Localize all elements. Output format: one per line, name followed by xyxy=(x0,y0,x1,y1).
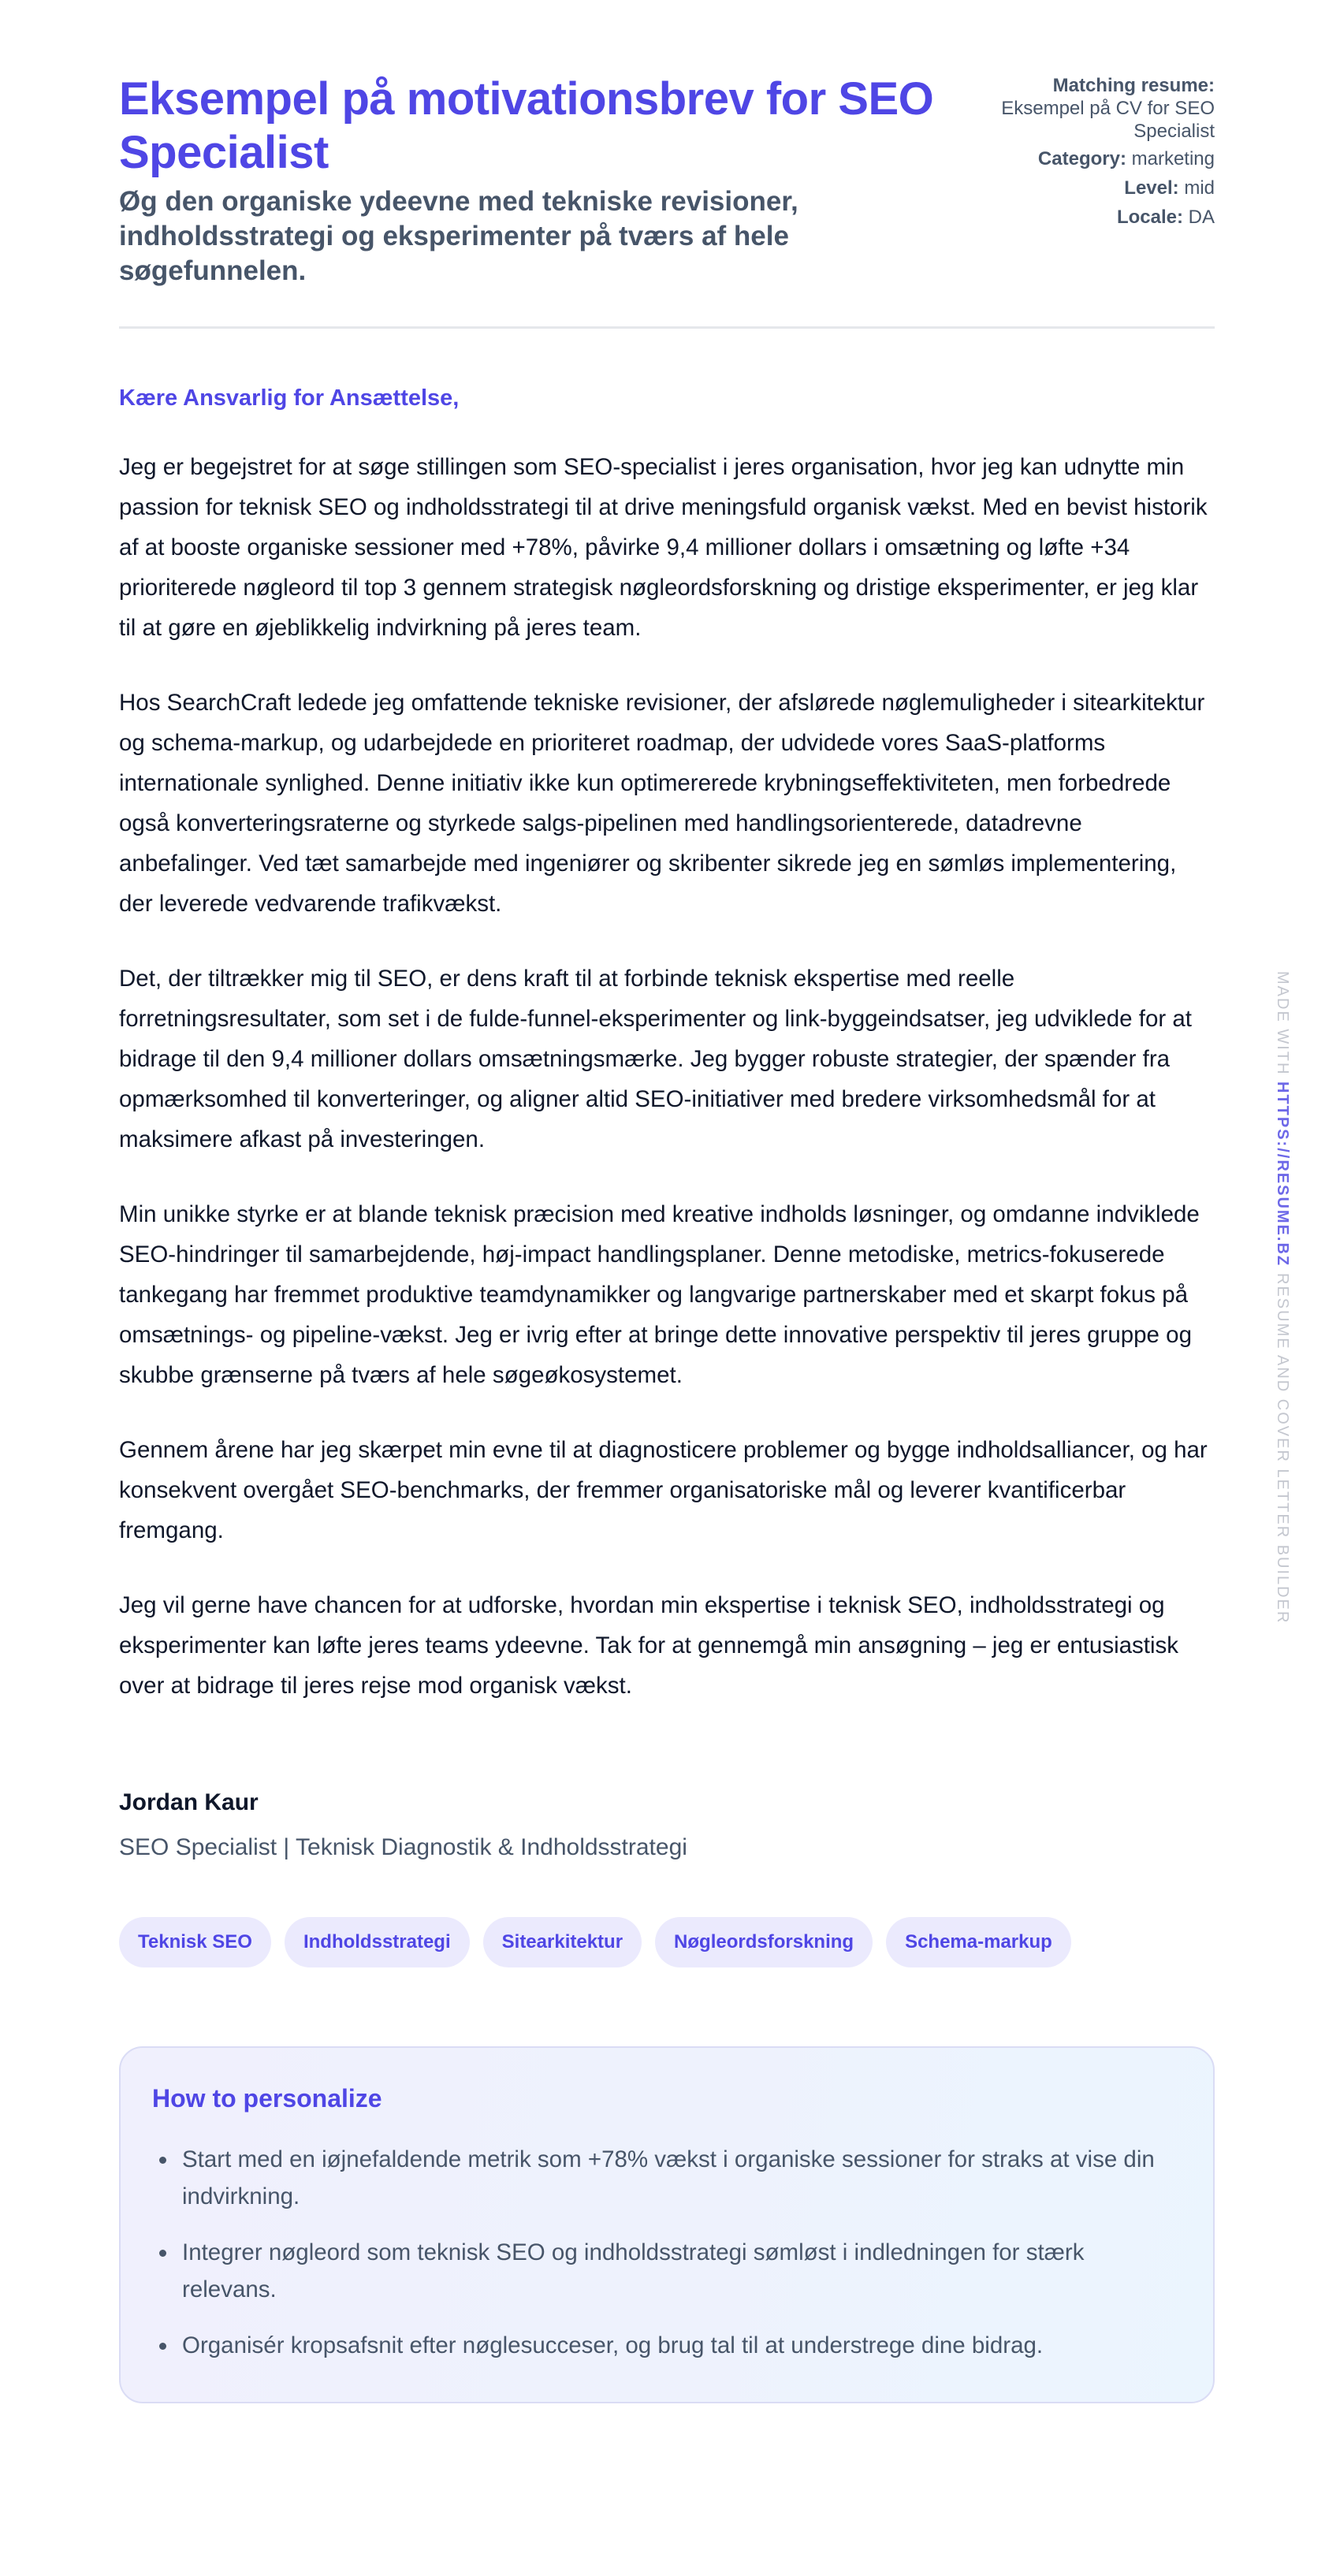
personalize-tips xyxy=(152,2141,1182,2364)
cover-letter-content xyxy=(119,73,1215,2403)
header-divider xyxy=(119,326,1215,329)
letter-paragraph: Min unikke styrke er at blande teknisk præcision med kreative indholds løsninger, og omdanne indviklede SEO-hindringer til samarbejdende, høj-impact handlingsplaner. Denne metodiske, metrics-fokuserede tankegang har fremmet produktive teamdynamikker og langvarige partnerskaber med et skarpt fokus på omsætnings- og pipeline-vækst. Jeg er ivrig efter at bringe dette innovative perspektiv til jeres gruppe og skubbe grænserne på tværs af hele søgeøkosystemet. xyxy=(119,1201,1200,1388)
personalize-tip xyxy=(152,2141,1182,2215)
meta-panel xyxy=(978,73,1215,235)
bullet-icon xyxy=(159,2250,166,2257)
signature-title: SEO Specialist | Teknisk Diagnostik & Indholdsstrategi xyxy=(119,1834,687,1860)
personalize-tip-text: Start med en iøjnefaldende metrik som +78% vækst i organiske sessioner for straks at vise din indvirkning. xyxy=(182,2146,1155,2209)
meta-locale-value: DA xyxy=(1188,207,1215,228)
letter-paragraph: Hos SearchCraft ledede jeg omfattende tekniske revisioner, der afslørede nøglemuligheder i sitearkitektur og schema-markup, og udarbejdede en prioriteret roadmap, der udvidede vores SaaS-platforms internationale synlighed. Denne initiativ ikke kun optimererede krybningseffektiviteten, men forbedrede også konverteringsraterne og styrkede salgs-pipelinen med handlingsorienterede, datadrevne anbefalinger. Ved tæt samarbejde med ingeniører og skribenter sikrede jeg en sømløs implementering, der leverede vedvarende trafikvækst. xyxy=(119,690,1205,917)
signature-name: Jordan Kaur xyxy=(119,1789,259,1815)
letter-paragraph: Jeg er begejstret for at søge stillingen som SEO-specialist i jeres organisation, hvor jeg kan udnytte min passion for teknisk SEO og indholdsstrategi til at drive meningsfuld organisk vækst. Med en bevist historik af at booste organiske sessioner med +78%, påvirke 9,4 millioner dollars i omsætning og løfte +34 prioriterede nøgleord til top 3 gennem strategisk nøgleordsforskning og dristige eksperimenter, er jeg klar til at gøre en øjeblikkelig indvirkning på jeres team. xyxy=(119,454,1208,641)
letter-paragraph: Gennem årene har jeg skærpet min evne til at diagnosticere problemer og bygge indholdsalliancer, og har konsekvent overgået SEO-benchmarks, der fremmer organisatoriske mål og leverer kvantificerbar fremgang. xyxy=(119,1437,1208,1543)
meta-locale xyxy=(978,206,1215,229)
watermark-suffix: RESUME AND COVER LETTER BUILDER xyxy=(1274,1272,1291,1625)
personalize-tip-text: Organisér kropsafsnit efter nøglesucceser, og brug tal til at understrege dine bidrag. xyxy=(182,2332,1044,2358)
bullet-icon xyxy=(159,2157,166,2164)
meta-matching-resume xyxy=(978,74,1215,143)
header-left xyxy=(119,73,947,288)
meta-level-value: mid xyxy=(1184,177,1215,199)
page-title: Eksempel på motivationsbrev for SEO Specialist xyxy=(119,73,934,178)
skill-tag: Teknisk SEO xyxy=(119,1917,271,1967)
meta-category-value: marketing xyxy=(1131,148,1215,169)
skill-tag: Sitearkitektur xyxy=(483,1917,642,1967)
personalize-tip-text: Integrer nøgleord som teknisk SEO og indholdsstrategi sømløst i indledningen for stærk relevans. xyxy=(182,2239,1085,2302)
personalize-tip xyxy=(152,2327,1182,2364)
page-header xyxy=(119,73,1215,288)
personalize-tip xyxy=(152,2234,1182,2308)
meta-locale-label: Locale: xyxy=(1116,207,1183,228)
letter-greeting: Kære Ansvarlig for Ansættelse, xyxy=(119,385,460,411)
meta-category xyxy=(978,147,1215,170)
watermark-link[interactable]: HTTPS://RESUME.BZ xyxy=(1274,1081,1291,1268)
page-subtitle: Øg den organiske ydeevne med tekniske revisioner, indholdsstrategi og eksperimenter på tværs af hele søgefunnelen. xyxy=(119,186,798,286)
signature-block xyxy=(119,1788,1215,1863)
skill-tag: Nøgleordsforskning xyxy=(655,1917,873,1967)
vertical-watermark xyxy=(1267,971,1291,1625)
skill-tags xyxy=(119,1917,1215,1967)
personalize-title: How to personalize xyxy=(152,2084,382,2113)
personalize-box xyxy=(119,2046,1215,2403)
meta-matching-resume-value: Eksempel på CV for SEO Specialist xyxy=(1001,98,1215,142)
meta-matching-resume-label: Matching resume: xyxy=(1052,75,1215,96)
letter-body xyxy=(119,384,1215,1706)
letter-paragraph: Jeg vil gerne have chancen for at udforske, hvordan min ekspertise i teknisk SEO, indholdsstrategi og eksperimenter kan løfte jeres teams ydeevne. Tak for at gennemgå min ansøgning – jeg er entusiastisk over at bidrage til jeres rejse mod organisk vækst. xyxy=(119,1592,1179,1699)
watermark-prefix: MADE WITH xyxy=(1274,971,1291,1076)
meta-category-label: Category: xyxy=(1037,148,1126,169)
bullet-icon xyxy=(159,2343,166,2350)
letter-paragraph: Det, der tiltrækker mig til SEO, er dens kraft til at forbinde teknisk ekspertise med reelle forretningsresultater, som set i de fulde-funnel-eksperimenter og link-byggeindsatser, jeg udviklede for at bidrage til den 9,4 millioner dollars omsætningsmærke. Jeg bygger robuste strategier, der spænder fra opmærksomhed til konverteringer, og aligner altid SEO-initiativer med bredere virksomhedsmål for at maksimere afkast på investeringen. xyxy=(119,966,1193,1152)
meta-level-label: Level: xyxy=(1124,177,1179,199)
skill-tag: Schema-markup xyxy=(886,1917,1071,1967)
skill-tag: Indholdsstrategi xyxy=(285,1917,470,1967)
meta-level xyxy=(978,177,1215,199)
